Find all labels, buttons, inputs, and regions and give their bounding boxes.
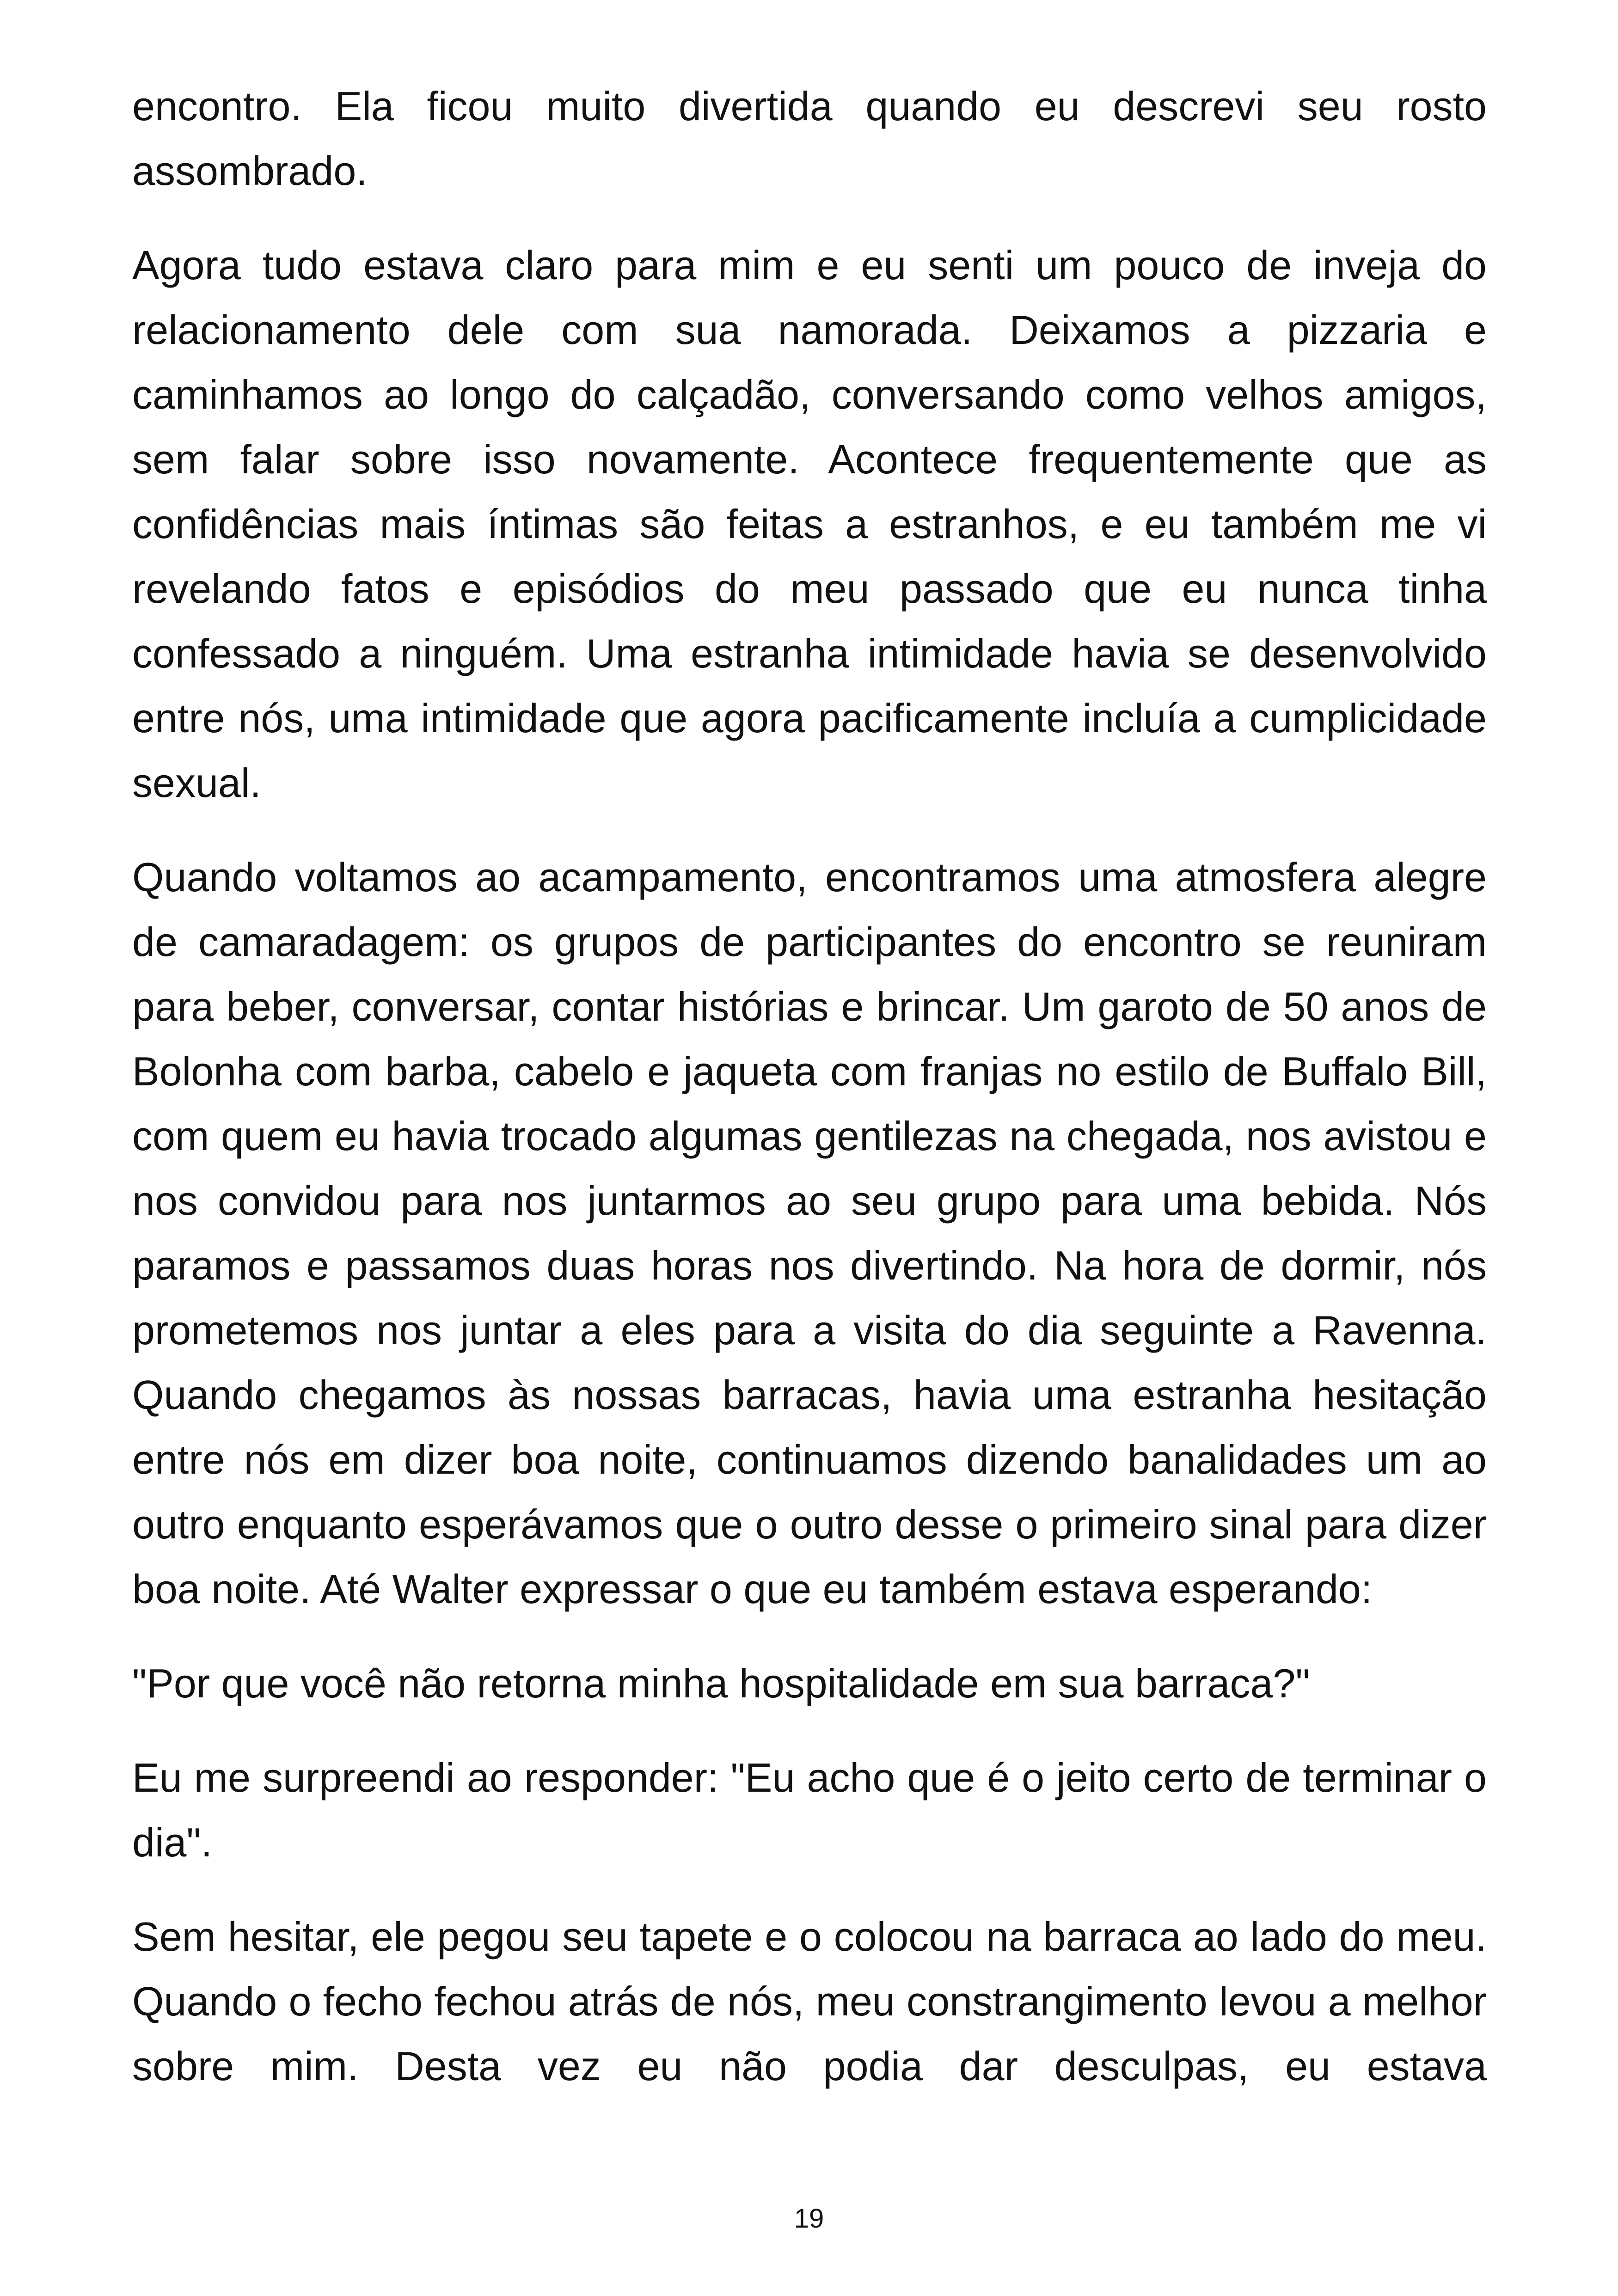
paragraph-1: encontro. Ela ficou muito divertida quando eu descrevi seu rosto assombrado.: [132, 83, 1487, 194]
paragraph-5: Eu me surpreendi ao responder: "Eu acho que é o jeito certo de terminar o dia".: [132, 1755, 1487, 1865]
paragraph-4: "Por que você não retorna minha hospitalidade em sua barraca?": [132, 1660, 1310, 1706]
page-number: 19: [794, 2204, 824, 2234]
paragraph-2: Agora tudo estava claro para mim e eu senti um pouco de inveja do relacionamento dele com sua namorada. Deixamos a pizzaria e caminhamos ao longo do calçadão, conversando como velhos amigos, sem falar sobre isso novamente. Acontece frequentemente que as confidências mais íntimas são feitas a estranhos, e eu também me vi revelando fatos e episódios do meu passado que eu nunca tinha confessado a ninguém. Uma estranha intimidade havia se desenvolvido entre nós, uma intimidade que agora pacificamente incluía a cumplicidade sexual.: [132, 242, 1487, 806]
paragraph-6: Sem hesitar, ele pegou seu tapete e o colocou na barraca ao lado do meu. Quando o fecho fechou atrás de nós, meu constrangimento levou a melhor sobre mim. Desta vez eu não podia dar desculpas, eu estava: [132, 1914, 1487, 2089]
body-text: [132, 74, 1487, 2128]
paragraph-3: Quando voltamos ao acampamento, encontramos uma atmosfera alegre de camaradagem: os grupos de participantes do encontro se reuniram para beber, conversar, contar histórias e brincar. Um garoto de 50 anos de Bolonha com barba, cabelo e jaqueta com franjas no estilo de Buffalo Bill, com quem eu havia trocado algumas gentilezas na chegada, nos avistou e nos convidou para nos juntarmos ao seu grupo para uma bebida. Nós paramos e passamos duas horas nos divertindo. Na hora de dormir, nós prometemos nos juntar a eles para a visita do dia seguinte a Ravenna. Quando chegamos às nossas barracas, havia uma estranha hesitação entre nós em dizer boa noite, continuamos dizendo banalidades um ao outro enquanto esperávamos que o outro desse o primeiro sinal para dizer boa noite. Até Walter expressar o que eu também estava esperando:: [132, 854, 1487, 1612]
